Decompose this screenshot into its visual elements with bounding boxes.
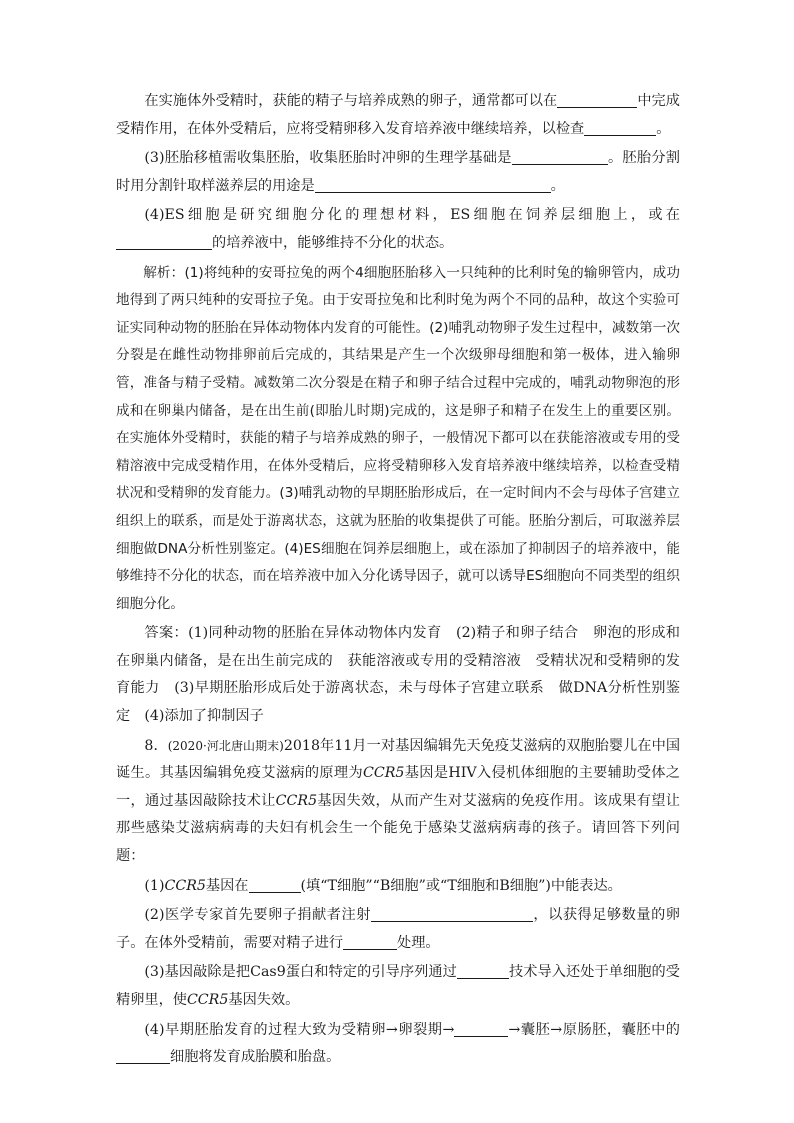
answer-blank[interactable] [457, 962, 509, 979]
paragraph-q7-part4 [116, 202, 680, 257]
question-number: 8． [144, 737, 168, 754]
answer-text: (1)同种动物的胚胎在异体动物体内发育 (2)精子和卵子结合 卵泡的形成和在卵巢内储备，是在出生前完成的 获能溶液或专用的受精溶液 受精状况和受精卵的发育能力 (3)早期胚胎形成后处于游离状态，未与母体子宫建立联系 做DNA分析性别鉴定 (4)添加了抑制因子 [116, 625, 680, 725]
text-segment: (4)ES细胞是研究细胞分化的理想材料，ES细胞在饲养层细胞上，或在 [144, 207, 680, 224]
question-8-part1 [116, 873, 680, 901]
text-segment: (2)医学专家首先要卵子捐献者注射 [144, 907, 371, 924]
text-segment: 技术导入还处于单细胞的受精卵里，使 [116, 964, 680, 1008]
text-segment: →囊胚→原肠胚，囊胚中的 [508, 1021, 680, 1038]
text-segment: 在实施体外受精时，获能的精子与培养成熟的卵子，通常都可以在 [144, 93, 558, 109]
question-8-part2 [116, 902, 680, 957]
question-8-stem [116, 733, 680, 871]
text-segment: 2018年11月一对基因编辑先天免疫艾滋病的双胞胎婴儿在中国诞生。其基因编辑免疫艾滋病的原理为 [116, 737, 681, 782]
text-segment: 处理。 [397, 934, 440, 951]
answer-blank[interactable] [512, 148, 608, 165]
text-segment: 。 [656, 120, 671, 137]
text-segment: (3)基因敲除是把Cas9蛋白和特定的引导序列通过 [144, 964, 457, 981]
text-segment: 细胞将发育成胎膜和胎盘。 [170, 1049, 341, 1066]
gene-name: CCR5 [164, 877, 206, 894]
question-source: (2020·河北唐山期末) [167, 738, 284, 753]
text-segment: (1) [144, 877, 165, 894]
text-segment: 基因失效，从而产生对艾滋病的免疫作用。该成果有望让那些感染艾滋病病毒的夫妇有机会生一个能免于感染艾滋病病毒的孩子。请回答下列问题： [116, 792, 680, 865]
answer-label: 答案： [144, 625, 189, 642]
answer-blank[interactable] [371, 905, 533, 922]
text-segment: 基因是HIV入侵机体细胞的主要辅助受体之一，通过基因敲除技术让 [116, 765, 680, 809]
gene-name: CCR5 [363, 765, 405, 782]
answer-blank[interactable] [343, 933, 397, 950]
answer-blank[interactable] [557, 91, 637, 108]
gene-name: CCR5 [186, 992, 229, 1008]
analysis-text: (1)将纯种的安哥拉兔的两个4细胞胚胎移入一只纯种的比利时兔的输卵管内，成功地得到了两只纯种的安哥拉子兔。由于安哥拉兔和比利时兔为两个不同的品种，故这个实验可证实同种动物的胚胎在异体动物体内发育的可能性。(2)哺乳动物卵子发生过程中，减数第一次分裂是在雌性动物排卵前后完成的，其结果是产生一个次级卵母细胞和第一极体，进入输卵管，准备与精子受精。减数第二次分裂是在精子和卵子结合过程中完成的，哺乳动物卵泡的形成和在卵巢内储备，是在出生前(即胎儿时期)完成的，这是卵子和精子在发生上的重要区别。在实施体外受精时，获能的精子与培养成熟的卵子，一般情况下都可以在获能溶液或专用的受精溶液中完成受精作用，在体外受精后，应将受精卵移入发育培养液中继续培养，以检查受精状况和受精卵的发育能力。(3)哺乳动物的早期胚胎形成后，在一定时间内不会与母体子宫建立组织上的联系，而是处于游离状态，这就为胚胎的收集提供了可能。胚胎分割后，可取滋养层细胞做DNA分析性别鉴定。(4)ES细胞在饲养层细胞上，或在添加了抑制因子的培养液中，能够维持不分化的状态，而在培养液中加入分化诱导因子，就可以诱导ES细胞向不同类型的组织细胞分化。 [116, 264, 680, 612]
text-segment: ，以获得足够数量的卵子。在体外受精前，需要对精子进行 [116, 907, 680, 951]
text-segment: 基因失效。 [228, 992, 300, 1008]
answer-blank[interactable] [116, 233, 212, 250]
paragraph-q7-part3 [116, 145, 680, 200]
analysis-paragraph [116, 260, 680, 619]
text-segment: 基因在 [205, 877, 249, 894]
answer-paragraph [116, 620, 680, 730]
text-segment: 中完成受精作用，在体外受精后，应将受精卵移入发育培养液中继续培养，以检查 [116, 93, 680, 137]
document-page [116, 88, 680, 1072]
answer-blank[interactable] [116, 1047, 170, 1064]
text-segment: (4)早期胚胎发育的过程大致为受精卵→卵裂期→ [144, 1021, 455, 1038]
text-segment: (填“T细胞”“B细胞”或“T细胞和B细胞”)中能表达。 [300, 877, 622, 894]
answer-blank[interactable] [249, 876, 301, 893]
text-segment: (3)胚胎移植需收集胚胎，收集胚胎时冲卵的生理学基础是 [144, 150, 512, 167]
analysis-label: 解析： [143, 264, 185, 281]
question-8-part4 [116, 1017, 680, 1072]
answer-blank[interactable] [454, 1020, 508, 1037]
question-8-part3 [116, 959, 680, 1014]
text-segment: 的培养液中，能够维持不分化的状态。 [212, 234, 454, 251]
text-segment: 。 [550, 177, 565, 194]
paragraph-ivf [116, 88, 680, 143]
gene-name: CCR5 [275, 792, 318, 809]
answer-blank[interactable] [584, 119, 656, 136]
answer-blank[interactable] [315, 176, 551, 193]
text-segment: 。胚胎分割时用分割针取样滋养层的用途是 [116, 150, 680, 194]
